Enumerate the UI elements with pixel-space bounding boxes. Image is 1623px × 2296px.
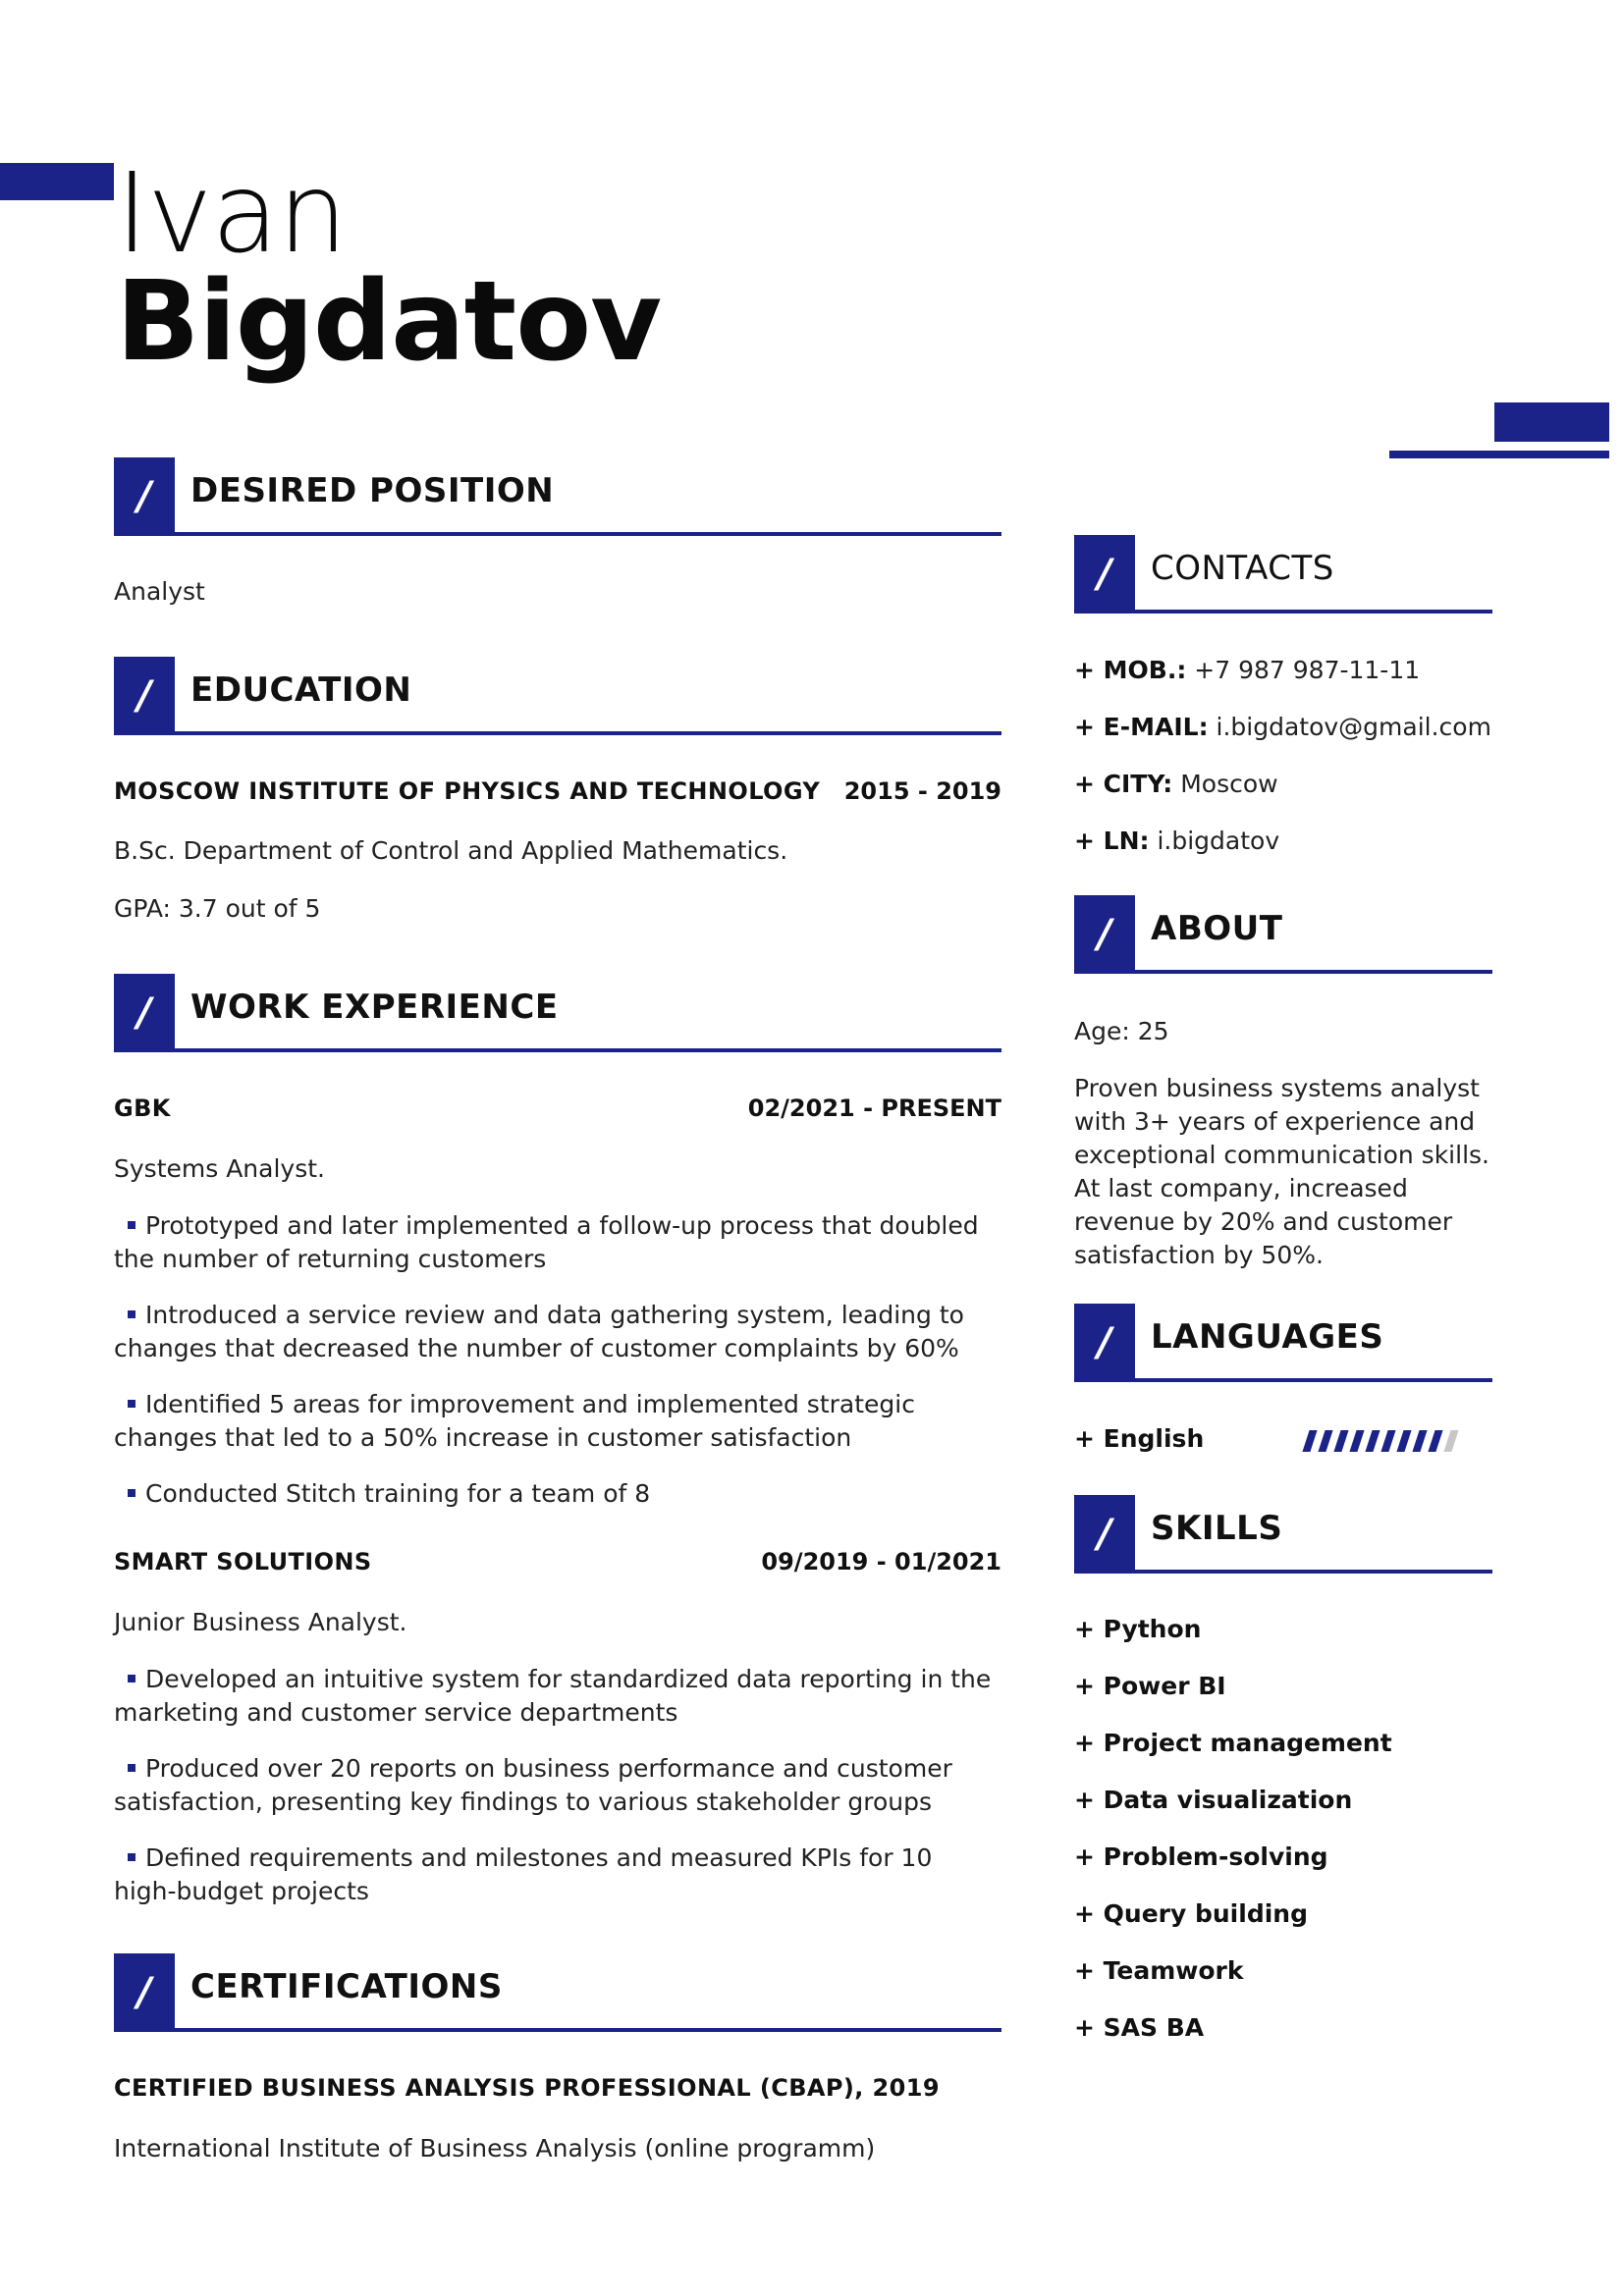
slash-icon: / — [114, 657, 175, 735]
bullet-square-icon — [128, 1489, 135, 1497]
bullet-square-icon — [128, 1675, 135, 1682]
first-name: Ivan — [116, 150, 347, 278]
language-level-tick — [1412, 1430, 1427, 1452]
section-title: ABOUT — [1151, 909, 1283, 948]
job-dates: 02/2021 - PRESENT — [747, 1095, 1001, 1122]
section-rule — [1135, 970, 1492, 974]
language-level-tick — [1428, 1430, 1442, 1452]
section-languages — [1074, 1304, 1492, 1382]
section-rule — [1135, 1378, 1492, 1382]
section-rule — [175, 731, 1001, 735]
language-name: + English — [1074, 1424, 1205, 1453]
job-role: Systems Analyst. — [114, 1154, 325, 1183]
language-level-tick — [1396, 1430, 1411, 1452]
contact-linkedin[interactable]: + LN: i.bigdatov — [1074, 827, 1280, 855]
language-level-meter — [1306, 1430, 1455, 1452]
slash-icon: / — [1074, 535, 1135, 614]
section-certifications — [114, 1953, 1001, 2032]
section-desired-position — [114, 457, 1001, 536]
about-age: Age: 25 — [1074, 1017, 1169, 1045]
slash-icon: / — [1074, 1495, 1135, 1574]
slash-icon: / — [114, 974, 175, 1052]
about-summary: Proven business systems analyst with 3+ years of experience and exceptional communication skills. At last company, increased revenue by 20% and customer satisfaction by 50%. — [1074, 1074, 1489, 1269]
section-title: EDUCATION — [190, 670, 412, 710]
contact-email[interactable]: + E-MAIL: i.bigdatov@gmail.com — [1074, 713, 1491, 741]
list-item: Developed an intuitive system for standardized data reporting in the marketing and customer service departments — [114, 1665, 992, 1727]
language-level-tick — [1302, 1430, 1317, 1452]
section-title: SKILLS — [1151, 1509, 1283, 1548]
section-title: WORK EXPERIENCE — [190, 988, 559, 1027]
job-company: SMART SOLUTIONS — [114, 1548, 372, 1575]
section-contacts — [1074, 535, 1492, 614]
accent-bar-top-left — [0, 163, 114, 200]
accent-bar-right-block — [1494, 402, 1609, 442]
bullet-square-icon — [128, 1310, 135, 1318]
language-level-tick — [1333, 1430, 1348, 1452]
section-about — [1074, 895, 1492, 974]
list-item: Identified 5 areas for improvement and implemented strategic changes that led to a 50% increase in customer satisfaction — [114, 1390, 915, 1452]
certification-name: CERTIFIED BUSINESS ANALYSIS PROFESSIONAL (CBAP), 2019 — [114, 2074, 940, 2102]
language-level-tick — [1349, 1430, 1364, 1452]
job-dates: 09/2019 - 01/2021 — [761, 1548, 1001, 1575]
section-rule — [1135, 610, 1492, 614]
bullet-square-icon — [128, 1853, 135, 1861]
section-rule — [175, 532, 1001, 536]
skill-item: + Query building — [1074, 1899, 1308, 1928]
education-institution: MOSCOW INSTITUTE OF PHYSICS AND TECHNOLOGY — [114, 777, 821, 805]
section-rule — [175, 1048, 1001, 1052]
language-level-tick — [1380, 1430, 1395, 1452]
bullet-square-icon — [128, 1400, 135, 1408]
language-level-tick — [1443, 1430, 1458, 1452]
skill-item: + SAS BA — [1074, 2013, 1205, 2042]
section-skills — [1074, 1495, 1492, 1574]
section-title: DESIRED POSITION — [190, 471, 555, 510]
job-role: Junior Business Analyst. — [114, 1608, 407, 1636]
bullet-square-icon — [128, 1221, 135, 1229]
slash-icon: / — [1074, 1304, 1135, 1382]
section-education — [114, 657, 1001, 735]
section-rule — [175, 2028, 1001, 2032]
list-item: Prototyped and later implemented a follow-up process that doubled the number of returning customers — [114, 1211, 979, 1273]
list-item: Defined requirements and milestones and measured KPIs for 10 high-budget projects — [114, 1843, 933, 1905]
skill-item: + Project management — [1074, 1729, 1392, 1757]
job-company: GBK — [114, 1095, 171, 1122]
section-title: CONTACTS — [1151, 549, 1334, 588]
skill-item: + Teamwork — [1074, 1956, 1244, 1985]
skill-item: + Power BI — [1074, 1672, 1226, 1700]
language-level-tick — [1365, 1430, 1380, 1452]
list-item: Produced over 20 reports on business performance and customer satisfaction, presenting key findings to various stakeholder groups — [114, 1754, 952, 1816]
contact-city: + CITY: Moscow — [1074, 770, 1278, 798]
skill-item: + Problem-solving — [1074, 1842, 1328, 1871]
list-item: Introduced a service review and data gathering system, leading to changes that decreased the number of customer complaints by 60% — [114, 1301, 964, 1362]
slash-icon: / — [114, 1953, 175, 2032]
skill-item: + Python — [1074, 1615, 1202, 1643]
slash-icon: / — [114, 457, 175, 536]
slash-icon: / — [1074, 895, 1135, 974]
section-title: CERTIFICATIONS — [190, 1967, 503, 2006]
certification-issuer: International Institute of Business Analysis (online programm) — [114, 2134, 876, 2163]
desired-position-value: Analyst — [114, 577, 205, 606]
education-gpa: GPA: 3.7 out of 5 — [114, 894, 321, 923]
bullet-square-icon — [128, 1764, 135, 1772]
education-degree: B.Sc. Department of Control and Applied Mathematics. — [114, 836, 788, 865]
contact-mobile: + MOB.: +7 987 987-11-11 — [1074, 656, 1421, 684]
education-dates: 2015 - 2019 — [843, 777, 1001, 805]
list-item: Conducted Stitch training for a team of 8 — [114, 1477, 1001, 1511]
language-level-tick — [1318, 1430, 1332, 1452]
last-name: Bigdatov — [116, 258, 662, 386]
accent-bar-right-line — [1389, 451, 1609, 458]
section-rule — [1135, 1570, 1492, 1574]
section-work-experience — [114, 974, 1001, 1052]
section-title: LANGUAGES — [1151, 1317, 1384, 1357]
skill-item: + Data visualization — [1074, 1786, 1353, 1814]
